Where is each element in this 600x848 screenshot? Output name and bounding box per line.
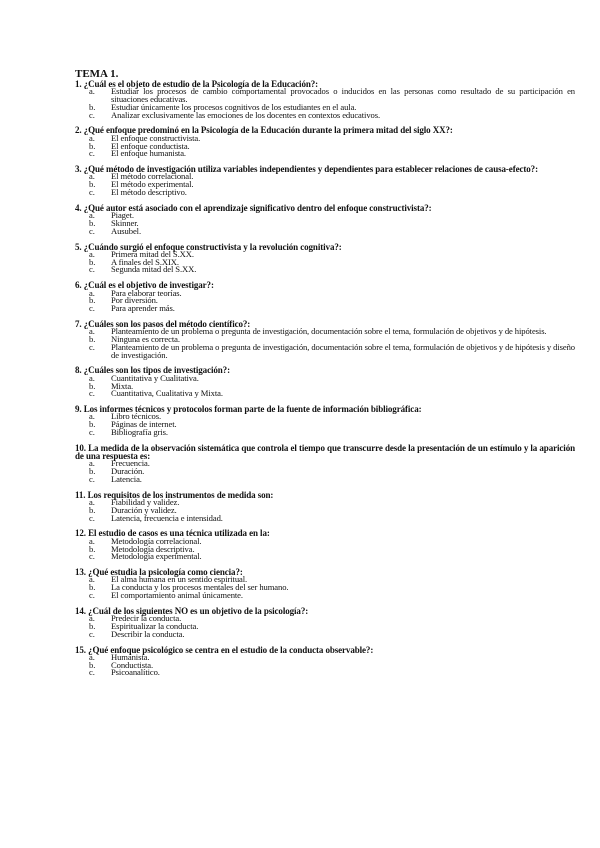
option-letter: c.	[89, 667, 95, 678]
option-letter: b.	[89, 101, 96, 112]
question-block	[75, 529, 575, 561]
option-item	[75, 553, 575, 561]
option-letter: a.	[89, 458, 95, 469]
document-title: TEMA 1.	[75, 68, 119, 80]
option-letter: c.	[89, 109, 95, 120]
option-item	[75, 468, 575, 476]
option-text: A finales del S.XIX.	[111, 256, 179, 267]
question-block	[75, 204, 575, 236]
option-text: El enfoque conductista.	[111, 140, 190, 151]
option-text: Latencia.	[111, 473, 142, 484]
option-letter: a.	[89, 411, 95, 422]
question-text: 8. ¿Cuáles son los tipos de investigación?:	[75, 365, 230, 376]
option-item	[75, 217, 575, 228]
option-text: Metodología experimental.	[111, 551, 202, 562]
option-text: El método correlacional.	[111, 171, 194, 182]
option-text: Estudiar los procesos de cambio comportamental provocados o inducidos en las personas como resultado de su participación en situaciones educativas.	[111, 86, 575, 105]
option-item	[75, 212, 575, 220]
option-text: Bibliografía gris.	[111, 426, 168, 437]
option-text: Latencia, frecuencia e intensidad.	[111, 512, 223, 523]
option-text: Para elaborar teorías.	[111, 287, 182, 298]
option-text: Metodología correlacional.	[111, 535, 202, 546]
option-list	[75, 651, 575, 678]
option-text: Predecir la conducta.	[111, 613, 182, 624]
option-letter: a.	[89, 287, 95, 298]
option-text: Describir la conducta.	[111, 628, 185, 639]
option-letter: b.	[89, 334, 96, 345]
option-list	[75, 248, 575, 275]
option-text: Ausubel.	[111, 225, 141, 236]
option-text: Duración y validez.	[111, 504, 177, 515]
document-content	[75, 69, 575, 677]
option-letter: b.	[89, 504, 96, 515]
option-letter: b.	[89, 179, 96, 190]
question-text: 4. ¿Qué autor está asociado con el aprendizaje significativo dentro del enfoque constructivista?:	[75, 202, 432, 213]
question-block	[75, 405, 575, 437]
question-list	[75, 80, 575, 677]
option-item	[75, 341, 575, 360]
option-letter: c.	[89, 303, 95, 314]
option-letter: b.	[89, 140, 96, 151]
option-item	[75, 109, 575, 120]
option-text: Primera mitad del S.XX.	[111, 248, 194, 259]
option-item	[75, 460, 575, 468]
question-text: 2. ¿Qué enfoque predominó en la Psicología de la Educación durante la primera mitad del siglo XX?:	[75, 125, 453, 136]
question-block	[75, 491, 575, 523]
option-text: Ninguna es correcta.	[111, 334, 180, 345]
option-list	[75, 615, 575, 638]
option-letter: c.	[89, 473, 95, 484]
option-text: Planteamiento de un problema o pregunta de investigación, documentación sobre el tema, formulación de objetivos y de hipótesis.	[111, 326, 547, 337]
option-letter: a.	[89, 497, 95, 508]
question-text: 14. ¿Cuál de los siguientes NO es un objetivo de la psicología?:	[75, 605, 309, 616]
option-item	[75, 669, 575, 677]
option-list	[75, 132, 575, 159]
option-text: Skinner.	[111, 217, 139, 228]
option-letter: b.	[89, 620, 96, 631]
option-letter: c.	[89, 148, 95, 159]
option-list	[75, 173, 575, 196]
option-letter: b.	[89, 543, 96, 554]
question-block	[75, 568, 575, 600]
option-text: Mixta.	[111, 380, 134, 391]
option-text: Piaget.	[111, 210, 134, 221]
option-text: Frecuencia.	[111, 458, 150, 469]
option-letter: a.	[89, 574, 95, 585]
option-list	[75, 212, 575, 235]
option-text: Páginas de internet.	[111, 419, 177, 430]
option-letter: c.	[89, 187, 95, 198]
option-letter: b.	[89, 659, 96, 670]
option-text: Fiabilidad y validez.	[111, 497, 180, 508]
option-letter: b.	[89, 295, 96, 306]
option-letter: c.	[89, 628, 95, 639]
question-text: 11. Los requisitos de los instrumentos de medida son:	[75, 489, 274, 500]
option-text: El método experimental.	[111, 179, 194, 190]
option-text: Espiritualizar la conducta.	[111, 620, 199, 631]
option-text: Libro técnicos.	[111, 411, 162, 422]
option-item	[75, 372, 575, 383]
option-text: El método descriptivo.	[111, 187, 187, 198]
option-letter: b.	[89, 466, 96, 477]
option-letter: a.	[89, 248, 95, 259]
option-letter: a.	[89, 372, 95, 383]
option-letter: b.	[89, 419, 96, 430]
option-letter: b.	[89, 380, 96, 391]
option-letter: c.	[89, 388, 95, 399]
option-letter: a.	[89, 651, 95, 662]
option-text: Cuantitativa, Cualitativa y Mixta.	[111, 388, 223, 399]
option-letter: c.	[89, 225, 95, 236]
option-letter: b.	[89, 256, 96, 267]
option-item	[75, 225, 575, 236]
option-list	[75, 328, 575, 359]
option-list	[75, 287, 575, 314]
option-text: El enfoque humanista.	[111, 148, 186, 159]
question-block	[75, 444, 575, 484]
option-letter: c.	[89, 426, 95, 437]
question-block	[75, 165, 575, 197]
option-text: El enfoque constructivista.	[111, 132, 201, 143]
question-block	[75, 646, 575, 678]
option-text: Estudiar únicamente los procesos cognitivos de los estudiantes en el aula.	[111, 101, 357, 112]
option-letter: c.	[89, 512, 95, 523]
option-letter: a.	[89, 132, 95, 143]
question-block	[75, 281, 575, 313]
option-item	[75, 628, 575, 639]
question-text: 3. ¿Qué método de investigación utiliza variables independientes y dependientes para establecer relaciones de causa-efecto?:	[75, 164, 538, 175]
option-item	[75, 266, 575, 274]
option-letter: b.	[89, 217, 96, 228]
option-list	[75, 535, 575, 562]
option-text: Psicoanalítico.	[111, 667, 160, 678]
option-letter: a.	[89, 171, 95, 182]
question-block	[75, 320, 575, 359]
option-list	[75, 413, 575, 436]
option-letter: c.	[89, 590, 95, 601]
option-item	[75, 426, 575, 437]
question-text: 15. ¿Qué enfoque psicológico se centra en el estudio de la conducta observable?:	[75, 644, 374, 655]
option-item	[75, 592, 575, 600]
option-letter: a.	[89, 210, 95, 221]
option-letter: a.	[89, 535, 95, 546]
option-letter: c.	[89, 264, 95, 275]
question-block	[75, 126, 575, 158]
option-text: Segunda mitad del S.XX.	[111, 264, 197, 275]
question-text: 7. ¿Cuáles son los pasos del método científico?:	[75, 318, 251, 329]
option-item	[75, 512, 575, 523]
option-list	[75, 372, 575, 399]
option-item	[75, 473, 575, 484]
question-text: 12. El estudio de casos es una técnica utilizada en la:	[75, 528, 270, 539]
option-letter: a.	[89, 613, 95, 624]
option-item	[75, 305, 575, 313]
option-text: El alma humana en un sentido espiritual.	[111, 574, 248, 585]
option-text: Analizar exclusivamente las emociones de los docentes en contextos educativos.	[111, 109, 381, 120]
question-text: 1. ¿Cuál es el objeto de estudio de la Psicología de la Educación?:	[75, 79, 319, 89]
option-list	[75, 499, 575, 522]
question-block	[75, 80, 575, 119]
option-text: Cuantitativa y Cualitativa.	[111, 372, 199, 383]
option-text: Metodología descriptiva.	[111, 543, 195, 554]
question-block	[75, 243, 575, 275]
option-letter: a.	[89, 86, 95, 97]
option-text: Duración.	[111, 466, 145, 477]
option-text: Por diversión.	[111, 295, 158, 306]
option-letter: b.	[89, 582, 96, 593]
option-list	[75, 88, 575, 119]
option-item	[75, 150, 575, 158]
option-text: La conducta y los procesos mentales del ser humano.	[111, 582, 289, 593]
option-letter: c.	[89, 341, 95, 352]
question-block	[75, 607, 575, 639]
option-list	[75, 460, 575, 483]
option-text: El comportamiento animal únicamente.	[111, 590, 243, 601]
option-text: Para aprender más.	[111, 303, 175, 314]
question-text: 9. Los informes técnicos y protocolos forman parte de la fuente de información bibliográfica:	[75, 404, 422, 415]
option-item	[75, 390, 575, 398]
question-text: 13. ¿Qué estudia la psicología como ciencia?:	[75, 567, 243, 578]
option-letter: c.	[89, 551, 95, 562]
option-text: Humanista.	[111, 651, 150, 662]
question-block	[75, 366, 575, 398]
option-item	[75, 189, 575, 197]
question-text: 6. ¿Cuál es el objetivo de investigar?:	[75, 280, 214, 291]
option-text: Planteamiento de un problema o pregunta de investigación, documentación sobre el tema, formulación de objetivos y de hipótesis y diseño de investigación.	[111, 341, 575, 360]
option-list	[75, 576, 575, 599]
question-text: 5. ¿Cuándo surgió el enfoque constructivista y la revolución cognitiva?:	[75, 241, 342, 252]
option-letter: a.	[89, 326, 95, 337]
option-text: Conductista.	[111, 659, 154, 670]
question-text: 10. La medida de la observación sistemática que controla el tiempo que transcurre desde la presentación de un estímulo y la aparición de una respuesta es:	[75, 442, 575, 462]
